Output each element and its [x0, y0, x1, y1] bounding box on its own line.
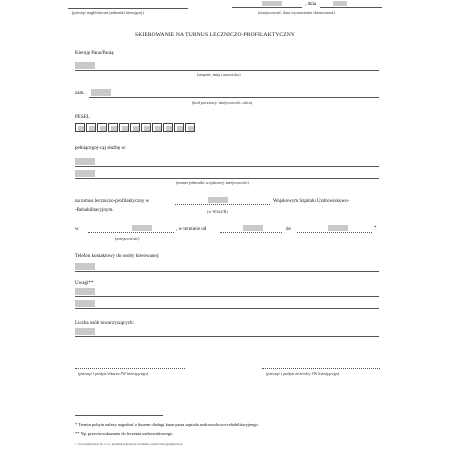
treatment-place-line: [88, 232, 174, 233]
addressee-label: Kieruję Pana/Panią: [75, 51, 114, 56]
remarks-line-2: [75, 308, 379, 309]
phone-field[interactable]: [75, 263, 95, 270]
pesel-digit-box[interactable]: [86, 123, 96, 132]
residence-label: zam.: [75, 91, 85, 96]
doctor-signature-caption: (pieczęć i podpis lekarza JW kierującego): [78, 371, 149, 376]
footnote-separator: [75, 415, 163, 416]
place-date-caption: (miejscowość, data wystawienia skierowania): [258, 10, 335, 15]
pesel-digit-box[interactable]: [108, 123, 118, 132]
unit-field-1[interactable]: [75, 158, 95, 165]
issue-date-field[interactable]: [333, 1, 347, 6]
phone-line: [75, 271, 379, 272]
date-line: [320, 7, 382, 8]
treatment-place-field[interactable]: [132, 225, 152, 231]
footnote-1: * Termin pobytu należy uzgodnić z biurem obsługi kuracjusza szpitala uzdrowiskowo-rehabilitacyjnego.: [75, 422, 259, 427]
pesel-digit-box[interactable]: [174, 123, 184, 132]
date-from-field[interactable]: [243, 225, 263, 231]
remarks-field-1[interactable]: [75, 288, 95, 295]
address-caption: (kod pocztowy, miejscowość, ulica): [192, 100, 253, 105]
phone-label: Telefon kontaktowy do osoby kierowanej:: [75, 254, 160, 259]
date-to-field[interactable]: [328, 225, 348, 231]
companions-field[interactable]: [75, 328, 95, 335]
pesel-digit-box[interactable]: [163, 123, 173, 132]
hospital-line: [175, 204, 270, 205]
doctor-signature-line: [75, 368, 185, 369]
page-title: SKIEROWANIE NA TURNUS LECZNICZO-PROFILAKTYCZNY: [135, 32, 296, 38]
rehab-label: -Rehabilitacyjnym.: [75, 208, 114, 213]
pesel-digit-box[interactable]: [119, 123, 129, 132]
unit-field-2[interactable]: [75, 170, 95, 177]
address-field[interactable]: [91, 89, 111, 96]
pesel-digit-box[interactable]: [130, 123, 140, 132]
footnote-2: ** Np. przeciwwskazania do leczenia uzdrowiskowego.: [75, 431, 174, 436]
place-caption: (miejscowość): [115, 236, 140, 241]
date-separator: , dnia: [305, 2, 317, 7]
wsuzr-caption: (w WSzUR): [207, 209, 228, 214]
pesel-digit-box[interactable]: [141, 123, 151, 132]
turnus-label: na turnus leczniczo-profilaktyczny w: [75, 199, 150, 204]
to-label: do: [286, 227, 291, 232]
copyright-text: © www.signform.pl Sp. z o.o. przedruk bezprawny, formularz e-mail: biuro@signform.pl: [75, 442, 183, 446]
date-to-line: [297, 232, 372, 233]
address-line: [89, 97, 379, 98]
remarks-field-2[interactable]: [75, 300, 95, 307]
pesel-digit-box[interactable]: [75, 123, 85, 132]
full-name-line: [75, 70, 379, 71]
w-label: w: [75, 227, 79, 232]
hospital-suffix: Wojskowym Szpitalu Uzdrowiskowo-: [273, 199, 350, 204]
pesel-digit-box[interactable]: [97, 123, 107, 132]
pesel-digit-box[interactable]: [152, 123, 162, 132]
commander-signature-caption: (pieczęć i podpis dowódcy JW kierującego): [266, 371, 340, 376]
full-name-field[interactable]: [75, 62, 95, 69]
name-caption: (stopień, imię i nazwisko): [197, 72, 241, 77]
unit-caption: (numer jednostki wojskowej, miejscowość): [176, 180, 249, 185]
place-field[interactable]: [262, 1, 282, 6]
remarks-line-1: [75, 296, 379, 297]
unit-line-1: [75, 166, 379, 167]
period-label: , w terminie od: [176, 227, 207, 232]
unit-line-2: [75, 178, 379, 179]
stamp-caption: (pieczęć nagłówkowa jednostki kierującej): [72, 10, 144, 15]
date-from-line: [220, 232, 282, 233]
asterisk-mark: *: [374, 226, 377, 231]
companions-line: [75, 336, 379, 337]
place-line: [232, 7, 302, 8]
service-label: pełniącego(-cą) służbę w:: [75, 146, 127, 151]
companions-label: Liczba osób towarzyszących:: [75, 321, 134, 326]
hospital-field[interactable]: [208, 197, 228, 203]
pesel-label: PESEL: [75, 115, 90, 120]
remarks-label: Uwagi**: [75, 281, 94, 286]
commander-signature-line: [262, 368, 380, 369]
stamp-line: [68, 8, 188, 9]
pesel-digit-box[interactable]: [185, 123, 195, 132]
